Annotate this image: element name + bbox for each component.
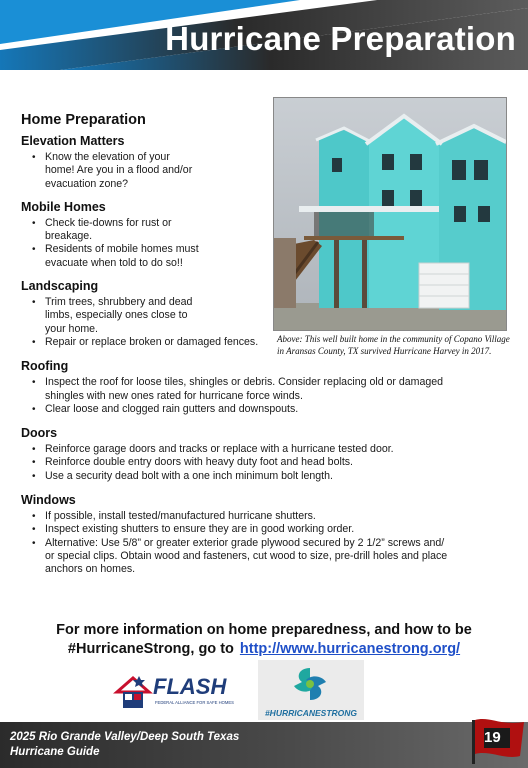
- hurricane-symbol-icon: [288, 664, 332, 704]
- list-item: • Reinforce garage doors and tracks or replace with a hurricane tested door.: [45, 443, 491, 456]
- mobile-homes-list: [21, 217, 205, 270]
- more-info: [0, 621, 528, 659]
- list-item: • Inspect the roof for loose tiles, shingles or debris. Consider replacing old or damaged shingles with new ones rated for hurricane force winds.: [45, 376, 445, 403]
- list-item: • If possible, install tested/manufactured hurricane shutters.: [45, 510, 455, 523]
- elevation-list: [21, 151, 195, 191]
- elevation-heading: Elevation Matters: [21, 134, 125, 148]
- windows-list: [21, 510, 455, 576]
- more-info-line2: [0, 640, 528, 659]
- hurricanestrong-logo: [258, 660, 364, 720]
- list-item: • Trim trees, shrubbery and dead limbs, especially ones close to your home.: [45, 296, 195, 336]
- hurricanestrong-link[interactable]: http://www.hurricanestrong.org/: [239, 641, 461, 657]
- roofing-list: [21, 376, 445, 416]
- page-header: [0, 0, 528, 70]
- list-item: • Alternative: Use 5/8” or greater exterior grade plywood secured by 2 1/2” screws and/ or special clips. Obtain wood and fasteners, cut wood to size, pre-drill holes and place anchors on homes.: [45, 537, 455, 577]
- flash-logo: [113, 672, 245, 712]
- list-item: • Use a security dead bolt with a one inch minimum bolt length.: [45, 470, 491, 483]
- more-info-hashtag: #HurricaneStrong, go to: [67, 641, 234, 657]
- list-item: • Inspect existing shutters to ensure they are in good working order.: [45, 523, 455, 536]
- page-footer: [0, 722, 528, 768]
- list-item: • Reinforce double entry doors with heavy duty foot and head bolts.: [45, 456, 491, 469]
- footer-guide-title: [10, 730, 239, 760]
- flash-tagline: FEDERAL ALLIANCE FOR SAFE HOMES: [155, 700, 234, 705]
- footer-line2: Hurricane Guide: [10, 746, 100, 758]
- mobile-homes-heading: Mobile Homes: [21, 199, 106, 214]
- doors-list: [21, 443, 491, 483]
- windows-heading: Windows: [21, 493, 76, 508]
- section-title: Home Preparation: [21, 112, 146, 128]
- roofing-heading: Roofing: [21, 359, 69, 374]
- list-item: • Clear loose and clogged rain gutters and downspouts.: [45, 403, 445, 416]
- page-title: Hurricane Preparation: [165, 20, 516, 57]
- house-photo: [273, 97, 507, 331]
- list-item: • Check tie-downs for rust or breakage.: [45, 217, 205, 244]
- flash-name: FLASH: [153, 674, 227, 699]
- list-item: • Know the elevation of your home! Are you in a flood and/or evacuation zone?: [45, 151, 195, 191]
- hurricanestrong-text: #HURRICANESTRONG: [264, 708, 358, 718]
- doors-heading: Doors: [21, 426, 58, 441]
- list-item: • Residents of mobile homes must evacuate when told to do so!!: [45, 243, 205, 270]
- landscaping-heading: Landscaping: [21, 279, 99, 294]
- photo-caption: Above: This well built home in the community of Copano Village in Aransas County, TX survived Hurricane Harvey in 2017.: [277, 334, 510, 356]
- more-info-line1: For more information on home preparedness, and how to be: [56, 622, 472, 638]
- footer-line1: 2025 Rio Grande Valley/Deep South Texas: [10, 731, 240, 743]
- page-number: 19: [484, 729, 501, 746]
- elevated-house-image: [274, 98, 506, 330]
- list-item: • Repair or replace broken or damaged fences.: [45, 336, 491, 349]
